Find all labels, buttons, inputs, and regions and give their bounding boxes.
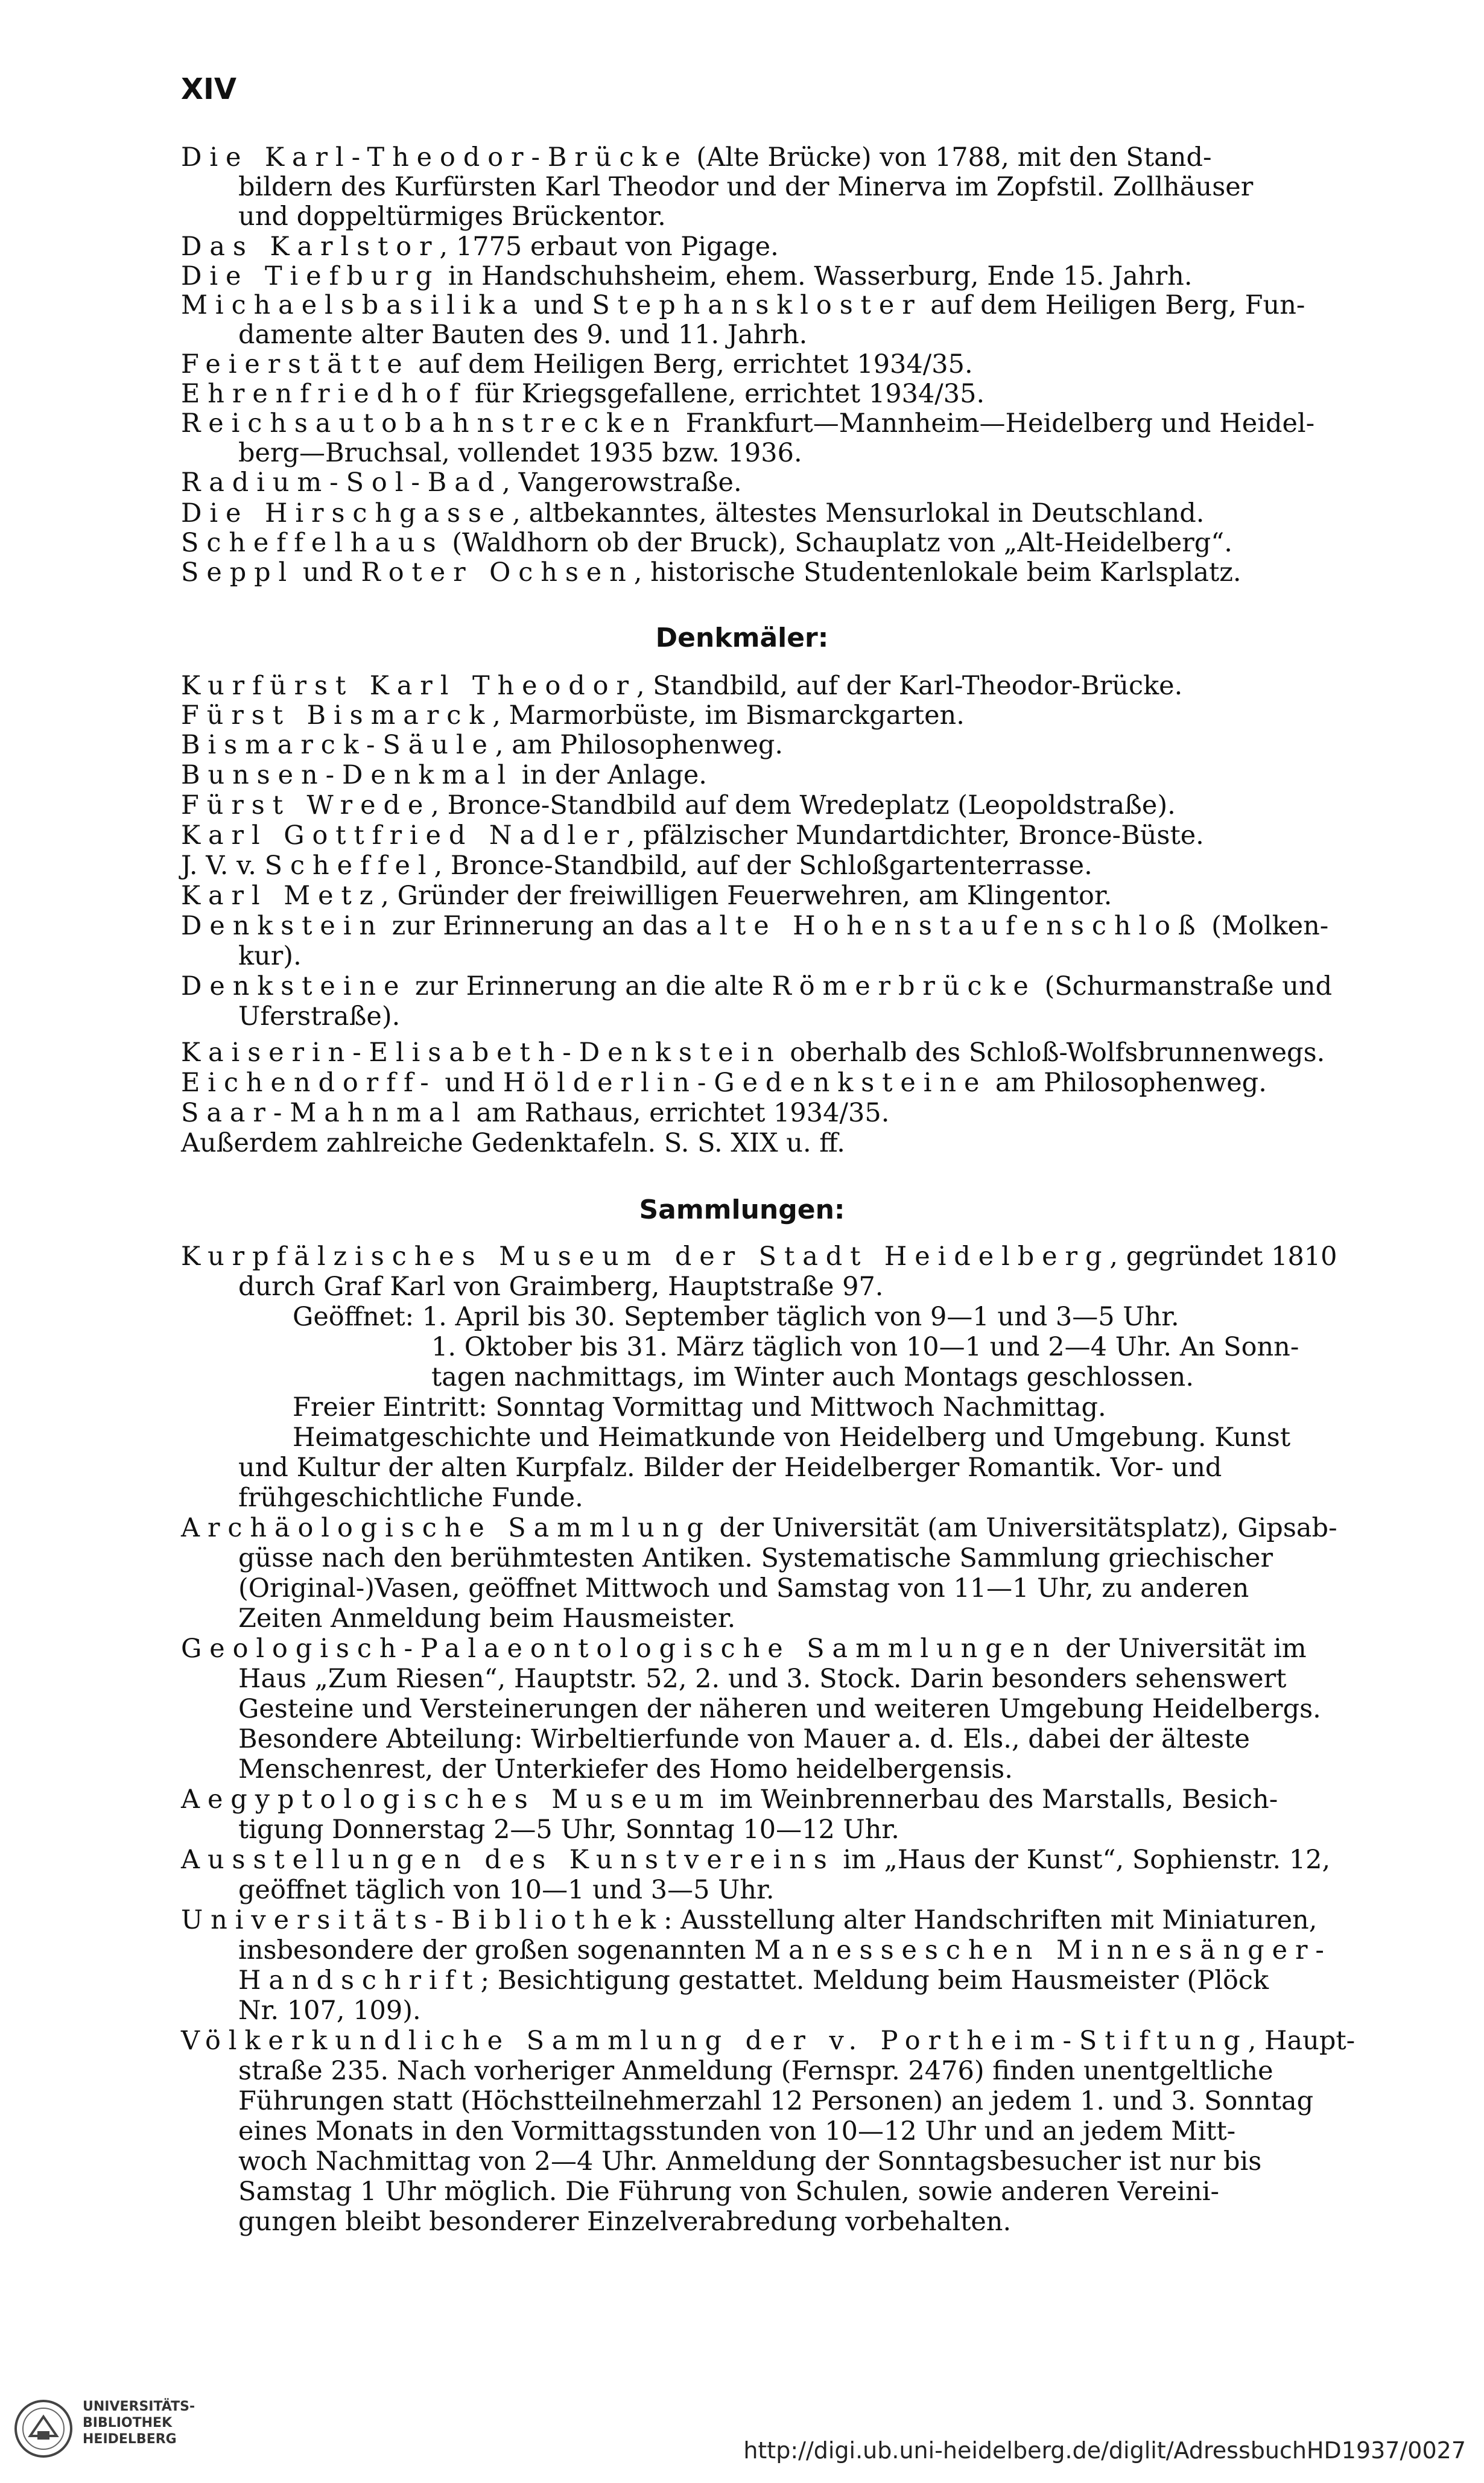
sammlungen.lines-text: (Original-)Vasen, geöffnet Mittwoch und Samstag von 11—1 Uhr, zu anderen	[238, 1573, 1249, 1603]
sammlungen.lines-spaced-term: Archäologische Sammlung	[181, 1513, 711, 1543]
sammlungen.lines-line	[238, 1875, 775, 1905]
sammlungen.lines-text: Nr. 107, 109).	[238, 1996, 421, 2026]
sammlungen.lines-text: Freier Eintritt: Sonntag Vormittag und Mittwoch Nachmittag.	[293, 1392, 1106, 1422]
sammlungen.lines-text: Besondere Abteilung: Wirbeltierfunde von Mauer a. d. Els., dabei der älteste	[238, 1724, 1250, 1754]
sammlungen.lines-text: frühgeschichtliche Funde.	[238, 1483, 583, 1513]
bauwerke-spaced-term: Das Karlstor	[181, 232, 440, 262]
bauwerke-spaced-term: Die Karl-Theodor-Brücke	[181, 142, 688, 173]
sammlungen.lines-text: woch Nachmittag von 2—4 Uhr. Anmeldung der Sonntagsbesucher ist nur bis	[238, 2146, 1262, 2177]
sammlungen.lines-text: eines Monats in den Vormittagsstunden von 10—12 Uhr und an jedem Mitt-	[238, 2116, 1236, 2146]
sammlungen.lines-line	[238, 2056, 1273, 2086]
sammlungen.lines-line	[238, 1754, 1013, 1784]
denkmaeler.lines-text: , Bronce-Standbild auf dem Wredeplatz (Leopoldstraße).	[431, 790, 1176, 820]
bauwerke-text: damente alter Bauten des 9. und 11. Jahrh.	[238, 320, 808, 350]
sammlungen.lines-line	[181, 1784, 1278, 1815]
sammlungen.lines-line	[238, 1965, 1269, 1996]
sammlungen.lines-text: Haus „Zum Riesen“, Hauptstr. 52, 2. und 3. Stock. Darin besonders sehenswert	[238, 1664, 1287, 1694]
denkmaeler.lines-spaced-term: Karl Gottfried Nadler	[181, 820, 627, 851]
bauwerke-line	[181, 232, 779, 262]
denkmaeler.lines-line	[181, 1128, 845, 1158]
bauwerke-line	[238, 438, 802, 468]
sammlungen.lines-line	[181, 1845, 1330, 1875]
sammlungen.lines-text: geöffnet täglich von 10—1 und 3—5 Uhr.	[238, 1875, 775, 1905]
sammlungen.lines-text: Zeiten Anmeldung beim Hausmeister.	[238, 1603, 736, 1634]
denkmaeler.lines-text: , Gründer der freiwilligen Feuerwehren, am Klingentor.	[381, 881, 1112, 911]
bauwerke-line	[181, 498, 1204, 528]
sammlungen-heading: Sammlungen:	[639, 1194, 845, 1225]
denkmaeler.lines-text: (Schurmanstraße und	[1036, 971, 1333, 1001]
sammlungen.lines-spaced-term: Völkerkundliche Sammlung der v. Portheim-Stiftung	[181, 2026, 1248, 2056]
bauwerke-text: auf dem Heiligen Berg, errichtet 1934/35.	[410, 349, 973, 379]
bauwerke-text: berg—Bruchsal, vollendet 1935 bzw. 1936.	[238, 438, 802, 468]
sammlungen.lines-line	[238, 1453, 1222, 1483]
bauwerke-text: auf dem Heiligen Berg, Fun-	[922, 290, 1305, 320]
bauwerke-line	[181, 261, 1193, 291]
sammlungen.lines-line	[238, 2116, 1235, 2146]
sammlungen.lines-line	[238, 1694, 1321, 1724]
bauwerke-spaced-term: Scheffelhaus	[181, 528, 444, 558]
sammlungen.lines-line	[293, 1422, 1290, 1453]
denkmaeler.lines-spaced-term: Denkstein	[181, 911, 384, 941]
denkmaeler.lines-text: Außerdem zahlreiche Gedenktafeln. S. S. XIX u. ff.	[181, 1128, 845, 1158]
sammlungen.lines-text: der Universität im	[1057, 1634, 1307, 1664]
denkmaeler.lines-spaced-term: Römerbrücke	[772, 971, 1036, 1001]
denkmaeler.lines-text: J. V. v.	[181, 851, 265, 881]
page-number: XIV	[181, 72, 237, 106]
sammlungen.lines-text: und Kultur der alten Kurpfalz. Bilder der Heidelberger Romantik. Vor- und	[238, 1453, 1222, 1483]
sammlungen.lines-line	[238, 1724, 1250, 1754]
sammlungen.lines-text: Heimatgeschichte und Heimatkunde von Heidelberg und Umgebung. Kunst	[293, 1422, 1291, 1453]
denkmaeler.lines-text: in der Anlage.	[513, 760, 707, 790]
sammlungen.lines-line	[181, 1242, 1337, 1272]
sammlungen.lines-text: durch Graf Karl von Graimberg, Hauptstraße 97.	[238, 1272, 884, 1302]
denkmaeler.lines-text: , pfälzischer Mundartdichter, Bronce-Büste.	[626, 820, 1204, 851]
sammlungen.lines-text: tagen nachmittags, im Winter auch Montags geschlossen.	[431, 1362, 1194, 1392]
library-seal-icon	[13, 2399, 74, 2459]
bauwerke-text: und	[294, 557, 361, 588]
sammlungen.lines-line	[293, 1392, 1106, 1422]
bauwerke-text: , altbekanntes, ältestes Mensurlokal in Deutschland.	[512, 498, 1205, 528]
sammlungen.lines-line	[293, 1302, 1179, 1332]
sammlungen.lines-text: insbesondere der großen sogenannten	[238, 1935, 755, 1965]
denkmaeler.lines-spaced-term: Bunsen-Denkmal	[181, 760, 514, 790]
bauwerke-text: Frankfurt—Mannheim—Heidelberg und Heidel-	[677, 408, 1315, 439]
sammlungen.lines-line	[238, 1603, 735, 1634]
denkmaeler.lines-text: oberhalb des Schloß-Wolfsbrunnenwegs.	[781, 1038, 1325, 1068]
sammlungen.lines-line	[181, 1905, 1317, 1935]
bauwerke-line	[181, 142, 1212, 173]
bauwerke-spaced-term: Ehrenfriedhof	[181, 379, 467, 409]
bauwerke-spaced-term: Michaelsbasilika	[181, 290, 526, 320]
denkmaeler.lines-text: Uferstraße).	[238, 1001, 401, 1032]
sammlungen.lines-line	[238, 1573, 1249, 1603]
bauwerke-text: (Waldhorn ob der Bruck), Schauplatz von „Alt-Heidelberg“.	[443, 528, 1232, 558]
denkmaeler.lines-spaced-term: Karl Metz	[181, 881, 381, 911]
bauwerke-text: , 1775 erbaut von Pigage.	[439, 232, 779, 262]
denkmaeler.lines-line	[238, 1001, 400, 1032]
sammlungen.lines-text: der Universität (am Universitätsplatz), Gipsab-	[711, 1513, 1337, 1543]
sammlungen.lines-text: Führungen statt (Höchstteilnehmerzahl 12 Personen) an jedem 1. und 3. Sonntag	[238, 2086, 1314, 2116]
sammlungen.lines-text: güsse nach den berühmtesten Antiken. Systematische Sammlung griechischer	[238, 1543, 1273, 1573]
sammlungen.lines-spaced-term: Geologisch-Palaeontologische Sammlungen	[181, 1634, 1058, 1664]
sammlungen.lines-spaced-term: Universitäts-Bibliothek	[181, 1905, 664, 1935]
bauwerke-text: und doppeltürmiges Brückentor.	[238, 201, 666, 232]
bauwerke-line	[238, 320, 807, 350]
bauwerke-text: , historische Studentenlokale beim Karlsplatz.	[633, 557, 1241, 588]
sammlungen.lines-line	[238, 2177, 1219, 2207]
sammlungen.lines-line	[238, 1483, 583, 1513]
denkmaeler.lines-text: , Bronce-Standbild, auf der Schloßgartenterrasse.	[434, 851, 1092, 881]
denkmaeler.lines-spaced-term: Kaiserin-Elisabeth-Denkstein	[181, 1038, 782, 1068]
bauwerke-spaced-term: Feierstätte	[181, 349, 410, 379]
library-logo	[13, 2394, 195, 2459]
denkmaeler.lines-line	[181, 851, 1092, 881]
bauwerke-spaced-term: Die Hirschgasse	[181, 498, 513, 528]
denkmaeler.lines-text: (Molken-	[1203, 911, 1329, 941]
sammlungen.lines-line	[238, 2146, 1261, 2177]
denkmaeler.lines-line	[181, 790, 1176, 820]
sammlungen.lines-spaced-term: Ausstellungen des Kunstvereins	[181, 1845, 835, 1875]
denkmaeler.lines-spaced-term: Kurfürst Karl Theodor	[181, 671, 636, 701]
sammlungen.lines-line	[238, 1664, 1286, 1694]
bauwerke-text: für Kriegsgefallene, errichtet 1934/35.	[466, 379, 985, 409]
sammlungen.lines-text: , gegründet 1810	[1109, 1242, 1337, 1272]
sammlungen.lines-line	[238, 2086, 1313, 2116]
denkmaeler.lines-spaced-term: Fürst Bismarck	[181, 700, 493, 731]
sammlungen.lines-spaced-term: Kurpfälzisches Museum der Stadt Heidelberg	[181, 1242, 1110, 1272]
denkmaeler.lines-spaced-term: Eichendorff-	[181, 1068, 437, 1098]
bauwerke-text: bildern des Kurfürsten Karl Theodor und der Minerva im Zopfstil. Zollhäuser	[238, 172, 1254, 202]
denkmaeler.lines-text: , Marmorbüste, im Bismarckgarten.	[492, 700, 965, 731]
sammlungen.lines-text: tigung Donnerstag 2—5 Uhr, Sonntag 10—12 Uhr.	[238, 1815, 899, 1845]
denkmaeler.lines-spaced-term: Denksteine	[181, 971, 407, 1001]
bauwerke-line	[181, 379, 985, 409]
bauwerke-spaced-term: Stephanskloster	[592, 290, 922, 320]
sammlungen.lines-text: : Ausstellung alter Handschriften mit Miniaturen,	[664, 1905, 1318, 1935]
denkmaeler.lines-spaced-term: Saar-Mahnmal	[181, 1098, 468, 1128]
bauwerke-line	[238, 201, 666, 232]
denkmaeler.lines-line	[238, 941, 302, 971]
denkmaeler.lines-text: , Standbild, auf der Karl-Theodor-Brücke.	[636, 671, 1183, 701]
denkmaeler.lines-text: , am Philosophenweg.	[495, 730, 784, 760]
denkmaeler.lines-line	[181, 730, 783, 760]
sammlungen.lines-line	[238, 2207, 1011, 2237]
bauwerke-spaced-term: Die Tiefburg	[181, 261, 440, 291]
sammlungen.lines-text: ; Besichtigung gestattet. Meldung beim Hausmeister (Plöck	[480, 1965, 1269, 1996]
bauwerke-text: und	[525, 290, 592, 320]
sammlungen.lines-spaced-term: Manesseschen Minnesänger-	[754, 1935, 1332, 1965]
bauwerke-line	[181, 349, 973, 379]
denkmaeler.lines-line	[181, 1098, 889, 1128]
denkmaeler.lines-line	[181, 700, 965, 731]
denkmaeler.lines-line	[181, 820, 1204, 851]
sammlungen.lines-text: im „Haus der Kunst“, Sophienstr. 12,	[834, 1845, 1331, 1875]
sammlungen.lines-line	[238, 1935, 1332, 1965]
sammlungen.lines-line	[238, 1543, 1273, 1573]
sammlungen.lines-text: Geöffnet: 1. April bis 30. September täglich von 9—1 und 3—5 Uhr.	[293, 1302, 1179, 1332]
sammlungen.lines-text: gungen bleibt besonderer Einzelverabredung vorbehalten.	[238, 2207, 1012, 2237]
sammlungen.lines-spaced-term: Handschrift	[238, 1965, 481, 1996]
bauwerke-text: , Vangerowstraße.	[502, 468, 742, 498]
sammlungen.lines-text: Menschenrest, der Unterkiefer des Homo heidelbergensis.	[238, 1754, 1013, 1784]
denkmaeler-heading: Denkmäler:	[655, 623, 829, 653]
bauwerke-spaced-term: Reichsautobahnstrecken	[181, 408, 677, 439]
bauwerke-line	[181, 408, 1314, 439]
bauwerke-line	[181, 468, 742, 498]
bauwerke-text: (Alte Brücke) von 1788, mit den Stand-	[688, 142, 1212, 173]
denkmaeler.lines-line	[181, 671, 1182, 701]
sammlungen.lines-line	[181, 1513, 1337, 1543]
source-url[interactable]: http://digi.ub.uni-heidelberg.de/diglit/AdressbuchHD1937/0027	[743, 2437, 1466, 2464]
denkmaeler.lines-spaced-term: Bismarck-Säule	[181, 730, 495, 760]
bauwerke-line	[181, 557, 1241, 588]
denkmaeler.lines-text: am Philosophenweg.	[987, 1068, 1267, 1098]
denkmaeler.lines-spaced-term: alte Hohenstaufenschloß	[696, 911, 1203, 941]
sammlungen.lines-line	[238, 1815, 899, 1845]
sammlungen.lines-text: , Haupt-	[1248, 2026, 1356, 2056]
denkmaeler.lines-text: zur Erinnerung an das	[384, 911, 696, 941]
denkmaeler.lines-text: zur Erinnerung an die alte	[407, 971, 772, 1001]
sammlungen.lines-text: straße 235. Nach vorheriger Anmeldung (Fernspr. 2476) finden unentgeltliche	[238, 2056, 1273, 2086]
sammlungen.lines-spaced-term: Aegyptologisches Museum	[181, 1784, 712, 1815]
library-logo-text: UNIVERSITÄTS- BIBLIOTHEK HEIDELBERG	[83, 2399, 195, 2447]
sammlungen.lines-line	[181, 2026, 1355, 2056]
denkmaeler.lines-line	[181, 911, 1328, 941]
denkmaeler.lines-line	[181, 971, 1332, 1001]
bauwerke-line	[238, 172, 1253, 202]
sammlungen.lines-text: im Weinbrennerbau des Marstalls, Besich-	[711, 1784, 1278, 1815]
sammlungen.lines-line	[238, 1996, 421, 2026]
denkmaeler.lines-text: am Rathaus, errichtet 1934/35.	[468, 1098, 890, 1128]
sammlungen.lines-text: Samstag 1 Uhr möglich. Die Führung von Schulen, sowie anderen Vereini-	[238, 2177, 1220, 2207]
denkmaeler.lines-line	[181, 881, 1112, 911]
sammlungen.lines-line	[238, 1272, 883, 1302]
bauwerke-line	[181, 290, 1305, 320]
denkmaeler.lines-line	[181, 1038, 1325, 1068]
bauwerke-spaced-term: Seppl	[181, 557, 295, 588]
bauwerke-text: in Handschuhsheim, ehem. Wasserburg, Ende 15. Jahrh.	[440, 261, 1193, 291]
denkmaeler.lines-spaced-term: Fürst Wrede	[181, 790, 431, 820]
denkmaeler.lines-text: kur).	[238, 941, 302, 971]
sammlungen.lines-text: 1. Oktober bis 31. März täglich von 10—1 und 2—4 Uhr. An Sonn-	[431, 1332, 1299, 1362]
bauwerke-spaced-term: Radium-Sol-Bad	[181, 468, 503, 498]
sammlungen.lines-text: Gesteine und Versteinerungen der näheren und weiteren Umgebung Heidelbergs.	[238, 1694, 1321, 1724]
denkmaeler.lines-spaced-term: Hölderlin-Gedenksteine	[503, 1068, 988, 1098]
sammlungen.lines-line	[181, 1634, 1307, 1664]
sammlungen.lines-line	[431, 1362, 1194, 1392]
denkmaeler.lines-line	[181, 760, 707, 790]
denkmaeler.lines-text: und	[436, 1068, 503, 1098]
sammlungen.lines-line	[431, 1332, 1299, 1362]
denkmaeler.lines-line	[181, 1068, 1267, 1098]
denkmaeler.lines-spaced-term: Scheffel	[264, 851, 434, 881]
bauwerke-line	[181, 528, 1232, 558]
bauwerke-spaced-term: Roter Ochsen	[361, 557, 634, 588]
